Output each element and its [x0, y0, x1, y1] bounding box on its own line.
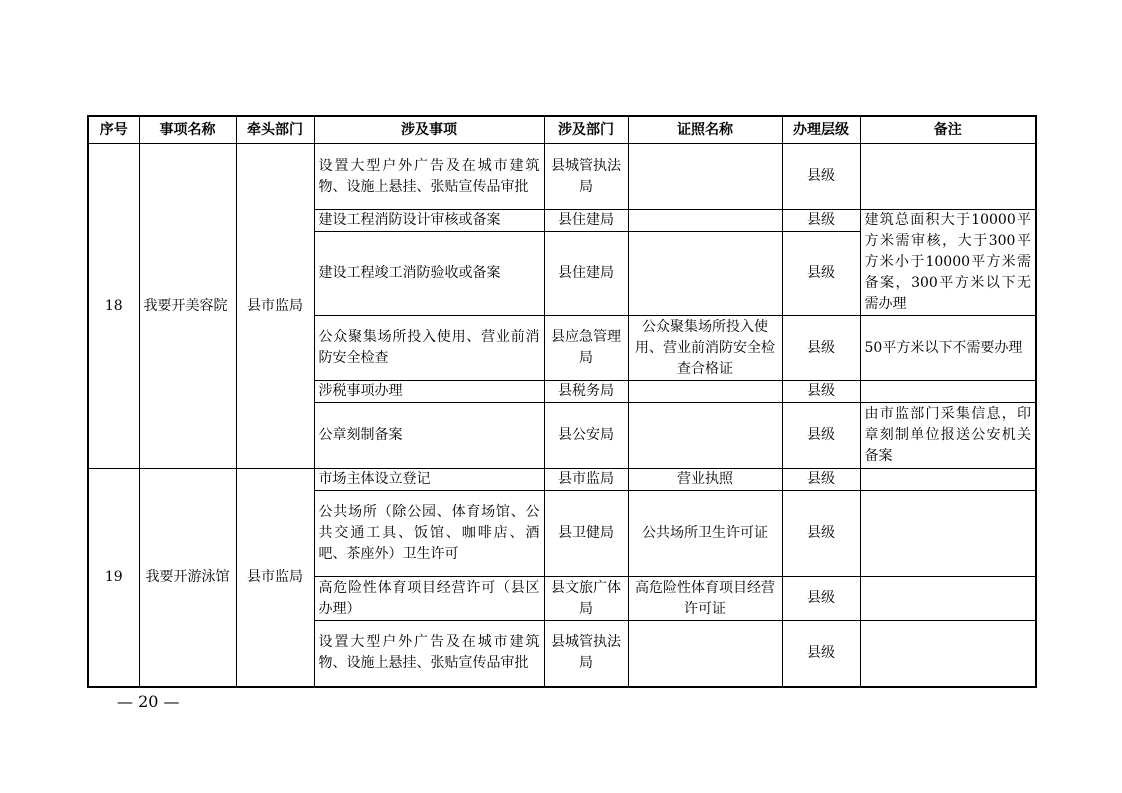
- level-cell: 县级: [782, 403, 860, 469]
- license-cell: [628, 381, 782, 403]
- dept-cell: 县住建局: [544, 210, 628, 232]
- matter-cell: 建设工程竣工消防验收或备案: [314, 232, 544, 316]
- license-cell: 公共场所卫生许可证: [628, 491, 782, 577]
- header-matter: 涉及事项: [314, 116, 544, 144]
- matter-cell: 设置大型户外广告及在城市建筑物、设施上悬挂、张贴宣传品审批: [314, 144, 544, 210]
- matter-cell: 高危险性体育项目经营许可（县区办理）: [314, 577, 544, 621]
- level-cell: 县级: [782, 144, 860, 210]
- header-level: 办理层级: [782, 116, 860, 144]
- license-cell: 营业执照: [628, 469, 782, 491]
- license-cell: 公众聚集场所投入使用、营业前消防安全检查合格证: [628, 316, 782, 381]
- note-cell: 由市监部门采集信息，印章刻制单位报送公安机关备案: [860, 403, 1036, 469]
- license-cell: [628, 621, 782, 687]
- policy-table: [87, 115, 1037, 688]
- page-number: — 20 —: [117, 692, 180, 711]
- dept-cell: 县应急管理局: [544, 316, 628, 381]
- note-cell: 50平方米以下不需要办理: [860, 316, 1036, 381]
- table-row: [88, 144, 1036, 210]
- matter-cell: 公共场所（除公园、体育场馆、公共交通工具、饭馆、咖啡店、酒吧、茶座外）卫生许可: [314, 491, 544, 577]
- level-cell: 县级: [782, 621, 860, 687]
- matter-cell: 设置大型户外广告及在城市建筑物、设施上悬挂、张贴宣传品审批: [314, 621, 544, 687]
- matter-cell: 公众聚集场所投入使用、营业前消防安全检查: [314, 316, 544, 381]
- level-cell: 县级: [782, 316, 860, 381]
- dept-cell: 县文旅广体局: [544, 577, 628, 621]
- license-cell: [628, 210, 782, 232]
- seq-cell: 18: [88, 144, 139, 469]
- license-cell: 高危险性体育项目经营许可证: [628, 577, 782, 621]
- dept-cell: 县公安局: [544, 403, 628, 469]
- matter-cell: 涉税事项办理: [314, 381, 544, 403]
- header-license: 证照名称: [628, 116, 782, 144]
- level-cell: 县级: [782, 210, 860, 232]
- note-cell: [860, 381, 1036, 403]
- dept-cell: 县卫健局: [544, 491, 628, 577]
- table-row: [88, 469, 1036, 491]
- note-cell: [860, 621, 1036, 687]
- dept-cell: 县城管执法局: [544, 144, 628, 210]
- header-lead-dept: 牵头部门: [236, 116, 314, 144]
- lead-dept-cell: 县市监局: [236, 469, 314, 687]
- matter-cell: 建设工程消防设计审核或备案: [314, 210, 544, 232]
- dept-cell: 县税务局: [544, 381, 628, 403]
- note-cell: [860, 577, 1036, 621]
- header-dept: 涉及部门: [544, 116, 628, 144]
- dept-cell: 县城管执法局: [544, 621, 628, 687]
- level-cell: 县级: [782, 381, 860, 403]
- lead-dept-cell: 县市监局: [236, 144, 314, 469]
- seq-cell: 19: [88, 469, 139, 687]
- level-cell: 县级: [782, 491, 860, 577]
- note-cell: [860, 491, 1036, 577]
- license-cell: [628, 232, 782, 316]
- level-cell: 县级: [782, 469, 860, 491]
- note-cell: [860, 469, 1036, 491]
- note-cell: 建筑总面积大于10000平方米需审核，大于300平方米小于10000平方米需备案，300平方米以下无需办理: [860, 210, 1036, 316]
- matter-cell: 市场主体设立登记: [314, 469, 544, 491]
- level-cell: 县级: [782, 232, 860, 316]
- license-cell: [628, 403, 782, 469]
- item-name-cell: 我要开美容院: [139, 144, 236, 469]
- item-name-cell: 我要开游泳馆: [139, 469, 236, 687]
- matter-cell: 公章刻制备案: [314, 403, 544, 469]
- dept-cell: 县住建局: [544, 232, 628, 316]
- level-cell: 县级: [782, 577, 860, 621]
- table-header-row: [88, 116, 1036, 144]
- header-note: 备注: [860, 116, 1036, 144]
- header-seq: 序号: [88, 116, 139, 144]
- dept-cell: 县市监局: [544, 469, 628, 491]
- license-cell: [628, 144, 782, 210]
- note-cell: [860, 144, 1036, 210]
- header-item-name: 事项名称: [139, 116, 236, 144]
